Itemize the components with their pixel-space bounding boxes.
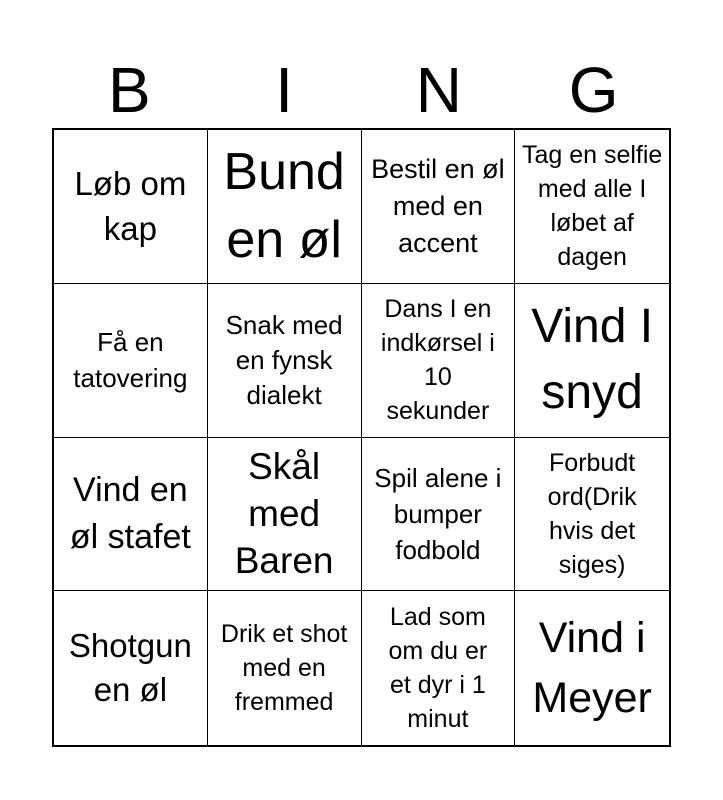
cell-text: Snak med en fynsk dialekt [225, 309, 343, 410]
bingo-cell[interactable] [362, 284, 516, 438]
bingo-cell[interactable] [362, 591, 516, 745]
cell-text: Dans I en indkørsel i 10 sekunder [380, 295, 495, 426]
cell-text: Forbudt ord(Drik hvis det siges) [547, 448, 637, 579]
bingo-cell[interactable] [208, 438, 362, 592]
bingo-cell[interactable] [208, 284, 362, 438]
header-letter-g: G [568, 54, 619, 126]
cell-text: Tag en selfie med alle I løbet af dagen [521, 141, 663, 272]
bingo-cell[interactable] [515, 284, 669, 438]
cell-text: Shotgun en øl [68, 627, 192, 709]
cell-text: Bestil en øl med en accent [371, 153, 505, 258]
bingo-cell[interactable] [362, 438, 516, 592]
cell-text: Løb om kap [74, 165, 187, 248]
cell-text: Spil alene i bumper fodbold [374, 462, 502, 565]
header-letter-i: I [275, 54, 294, 126]
cell-text: Vind en øl stafet [69, 470, 191, 556]
bingo-cell[interactable] [515, 130, 669, 284]
bingo-grid [52, 128, 671, 747]
cell-text: Skål med Baren [234, 446, 334, 582]
bingo-cell[interactable] [54, 130, 208, 284]
bingo-cell[interactable] [54, 438, 208, 592]
bingo-cell[interactable] [515, 591, 669, 745]
bingo-cell[interactable] [208, 130, 362, 284]
bingo-cell[interactable] [362, 130, 516, 284]
cell-text: Bund en øl [223, 143, 345, 270]
bingo-cell[interactable] [208, 591, 362, 745]
cell-text: Lad som om du er et dyr i 1 minut [388, 603, 488, 734]
cell-text: Vind i Meyer [532, 614, 652, 723]
header-letter-n: N [415, 54, 462, 126]
cell-text: Drik et shot med en fremmed [220, 620, 348, 717]
cell-text: Vind I snyd [531, 300, 654, 420]
cell-text: Få en tatovering [73, 327, 188, 394]
header-letter-b: B [108, 54, 151, 126]
bingo-cell[interactable] [54, 284, 208, 438]
bingo-cell[interactable] [54, 591, 208, 745]
bingo-cell[interactable] [515, 438, 669, 592]
bingo-header [52, 52, 671, 128]
